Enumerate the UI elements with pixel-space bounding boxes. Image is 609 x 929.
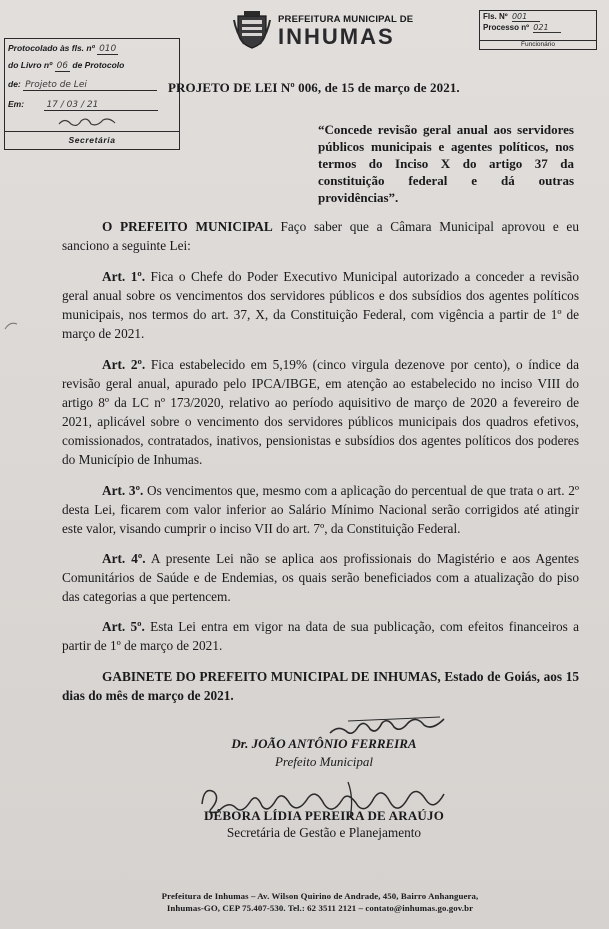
- footer-contact: Inhumas-GO, CEP 75.407-530. Tel.: 62 3511 2121 – contato@inhumas.go.gov.br: [166, 903, 474, 913]
- livro-label: do Livro nº: [8, 60, 53, 70]
- protocol-initials-scribble: [57, 115, 117, 129]
- em-value: 17 / 03 / 21: [44, 100, 158, 111]
- article-5: [62, 618, 579, 656]
- prefeitura-heading: PREFEITURA MUNICIPAL DE: [278, 14, 414, 25]
- protocol-divider: [5, 131, 179, 132]
- em-row: [8, 99, 158, 111]
- secretary-role: Secretária de Gestão e Planejamento: [226, 825, 422, 840]
- secretary-signature-block: [186, 808, 462, 841]
- city-name: INHUMAS: [278, 24, 395, 49]
- funcionario-label: Funcionário: [480, 40, 596, 49]
- de-row: [8, 79, 157, 91]
- closing-text: GABINETE DO PREFEITO MUNICIPAL DE INHUMAS, Estado de Goiás, aos 15 dias do mês de março de 2021.: [62, 669, 579, 703]
- page-footer: [100, 890, 540, 914]
- processo-label: Processo nº: [483, 23, 530, 32]
- folio-label: Fls. Nº: [483, 12, 508, 21]
- mayor-name: Dr. JOÃO ANTÔNIO FERREIRA: [231, 736, 417, 751]
- article-label: Art. 5º.: [102, 619, 145, 634]
- article-text: Fica estabelecido em 5,19% (cinco virgula dezenove por cento), o índice da revisão geral anual, apurado pelo IPCA/IBGE, em atenção ao estabelecido no inciso VIII do artigo 8º da LC nº 173/2020, relativo ao período aquisitivo de março de 2020 a fevereiro de 2021, aplicável sobre o vencimento dos servidores públicos municipais dos quadros efetivos, comissionados, contratados, inativos, pensionistas e subsídios dos agentes políticos dos poderes do Município de Inhumas.: [62, 357, 579, 467]
- article-text: Fica o Chefe do Poder Executivo Municipal autorizado a conceder a revisão geral anual sobre os vencimentos dos servidores públicos e dos subsídios dos agentes políticos municipais, nos termos do art. 37, X, da Constituição Federal, com vigência a partir de 1º de março de 2021.: [62, 269, 579, 341]
- folio-stamp: [479, 10, 597, 50]
- de-label: de:: [8, 79, 21, 89]
- binder-hole-mark: [4, 320, 18, 330]
- article-text: Esta Lei entra em vigor na data de sua publicação, com efeitos financeiros a partir de 1º de março de 2021.: [62, 619, 579, 653]
- protocolado-row: [8, 43, 118, 55]
- de-protocolo-label: de Protocolo: [72, 60, 125, 70]
- protocolado-value: 010: [99, 44, 117, 54]
- livro-row: [8, 60, 124, 72]
- article-text: Os vencimentos que, mesmo com a aplicação do percentual de que trata o art. 2º desta Lei, ficarem com valor inferior ao Salário Mínimo Nacional serão corrigidos até atingir este valor, visando cumprir o inciso VII do art. 7º, da Constituição Federal.: [62, 483, 579, 536]
- article-3: [62, 482, 579, 539]
- folio-value: 001: [512, 12, 540, 22]
- ementa: “Concede revisão geral anual aos servidores públicos municipais e agentes políticos, nos termos do Inciso X do artigo 37 da constituição federal e dá outras providências”.: [318, 122, 574, 205]
- secretary-name: DÉBORA LÍDIA PEREIRA DE ARAÚJO: [203, 808, 445, 823]
- closing-paragraph: [62, 668, 579, 706]
- mayor-signature-block: [204, 736, 444, 770]
- protocolado-label: Protocolado às fls. nº: [8, 43, 95, 53]
- livro-value: 06: [56, 61, 69, 71]
- article-text: A presente Lei não se aplica aos profissionais do Magistério e aos Agentes Comunitários de Saúde e de Endemias, os quais serão beneficiados com a atualização do piso das categorias a que pertencem.: [62, 551, 579, 604]
- processo-row: [483, 23, 561, 33]
- intro-bold: O PREFEITO MUNICIPAL: [102, 219, 273, 234]
- footer-address: Prefeitura de Inhumas – Av. Wilson Quirino de Andrade, 450, Bairro Anhanguera,: [161, 891, 479, 901]
- processo-value: 021: [533, 23, 561, 33]
- de-value: Projeto de Lei: [23, 80, 157, 91]
- secretaria-label: Secretária: [68, 135, 116, 145]
- document-title: PROJETO DE LEI Nº 006, de 15 de março de 2021.: [168, 80, 460, 95]
- folio-row: [483, 12, 540, 22]
- protocol-stamp: [4, 38, 180, 150]
- em-label: Em:: [8, 99, 25, 109]
- article-1: [62, 268, 579, 344]
- article-4: [62, 550, 579, 607]
- intro-text: Faço saber que a Câmara Municipal aprovou e eu sanciono a seguinte Lei:: [62, 219, 579, 253]
- article-label: Art. 1º.: [102, 269, 146, 284]
- municipal-crest-icon: [232, 10, 272, 50]
- article-label: Art. 4º.: [102, 551, 146, 566]
- prefeitura-logo: [232, 10, 412, 50]
- intro-paragraph: [62, 218, 579, 256]
- mayor-role: Prefeito Municipal: [274, 754, 374, 769]
- article-label: Art. 2º.: [102, 357, 146, 372]
- article-label: Art. 3º.: [102, 483, 144, 498]
- article-2: [62, 356, 579, 469]
